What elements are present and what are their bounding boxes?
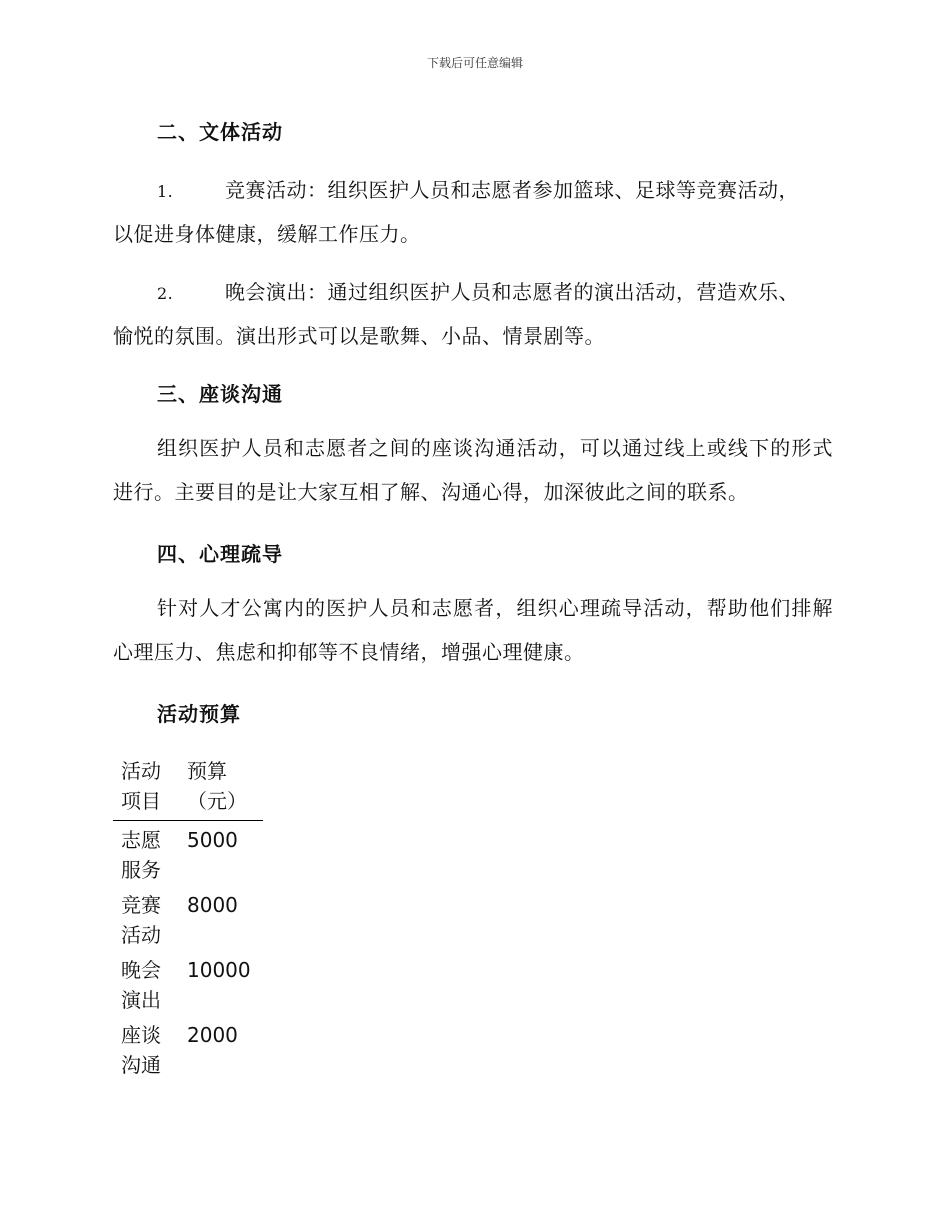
list-item-number: 2. [157, 284, 174, 303]
page-header: 下载后可任意编辑 [426, 56, 523, 70]
table-row [113, 951, 263, 1016]
table-cell-amount: 10000 [187, 958, 251, 982]
table-cell-item: 志愿服务 [121, 828, 161, 882]
list-item-1 [157, 174, 799, 203]
table-cell-amount: 2000 [187, 1023, 238, 1047]
section-heading-zuotan: 三、座谈沟通 [157, 382, 283, 406]
table-cell-amount: 8000 [187, 893, 238, 917]
table-cell-amount: 5000 [187, 828, 238, 852]
table-cell-item: 座谈沟通 [121, 1023, 161, 1077]
table-row [113, 821, 263, 887]
table-cell-item: 晚会演出 [121, 958, 161, 1012]
table-cell-item: 竞赛活动 [121, 893, 161, 947]
table-row [113, 1016, 263, 1081]
section-heading-wenti: 二、文体活动 [157, 120, 283, 144]
list-item-number: 1. [157, 182, 174, 201]
list-item-text: 晚会演出：通过组织医护人员和志愿者的演出活动，营造欢乐、 [225, 280, 799, 304]
section-heading-xinli: 四、心理疏导 [157, 542, 283, 566]
section-heading-budget: 活动预算 [157, 702, 241, 726]
paragraph-zuotan: 组织医护人员和志愿者之间的座谈沟通活动，可以通过线上或线下的形式进行。主要目的是让大家互相了解、沟通心得，加深彼此之间的联系。 [113, 436, 833, 504]
list-item-1-continuation: 以促进身体健康，缓解工作压力。 [113, 222, 421, 246]
list-item-2 [157, 276, 799, 305]
paragraph-xinli: 针对人才公寓内的医护人员和志愿者，组织心理疏导活动，帮助他们排解心理压力、焦虑和抑郁等不良情绪，增强心理健康。 [113, 596, 833, 664]
table-row [113, 886, 263, 951]
column-header-budget: 预算（元） [181, 756, 263, 821]
list-item-2-continuation: 愉悦的氛围。演出形式可以是歌舞、小品、情景剧等。 [113, 324, 605, 348]
table-header-row [113, 756, 263, 821]
list-item-text: 竞赛活动：组织医护人员和志愿者参加篮球、足球等竞赛活动， [225, 178, 799, 202]
column-header-item: 活动项目 [113, 756, 181, 821]
budget-table [113, 756, 263, 1081]
